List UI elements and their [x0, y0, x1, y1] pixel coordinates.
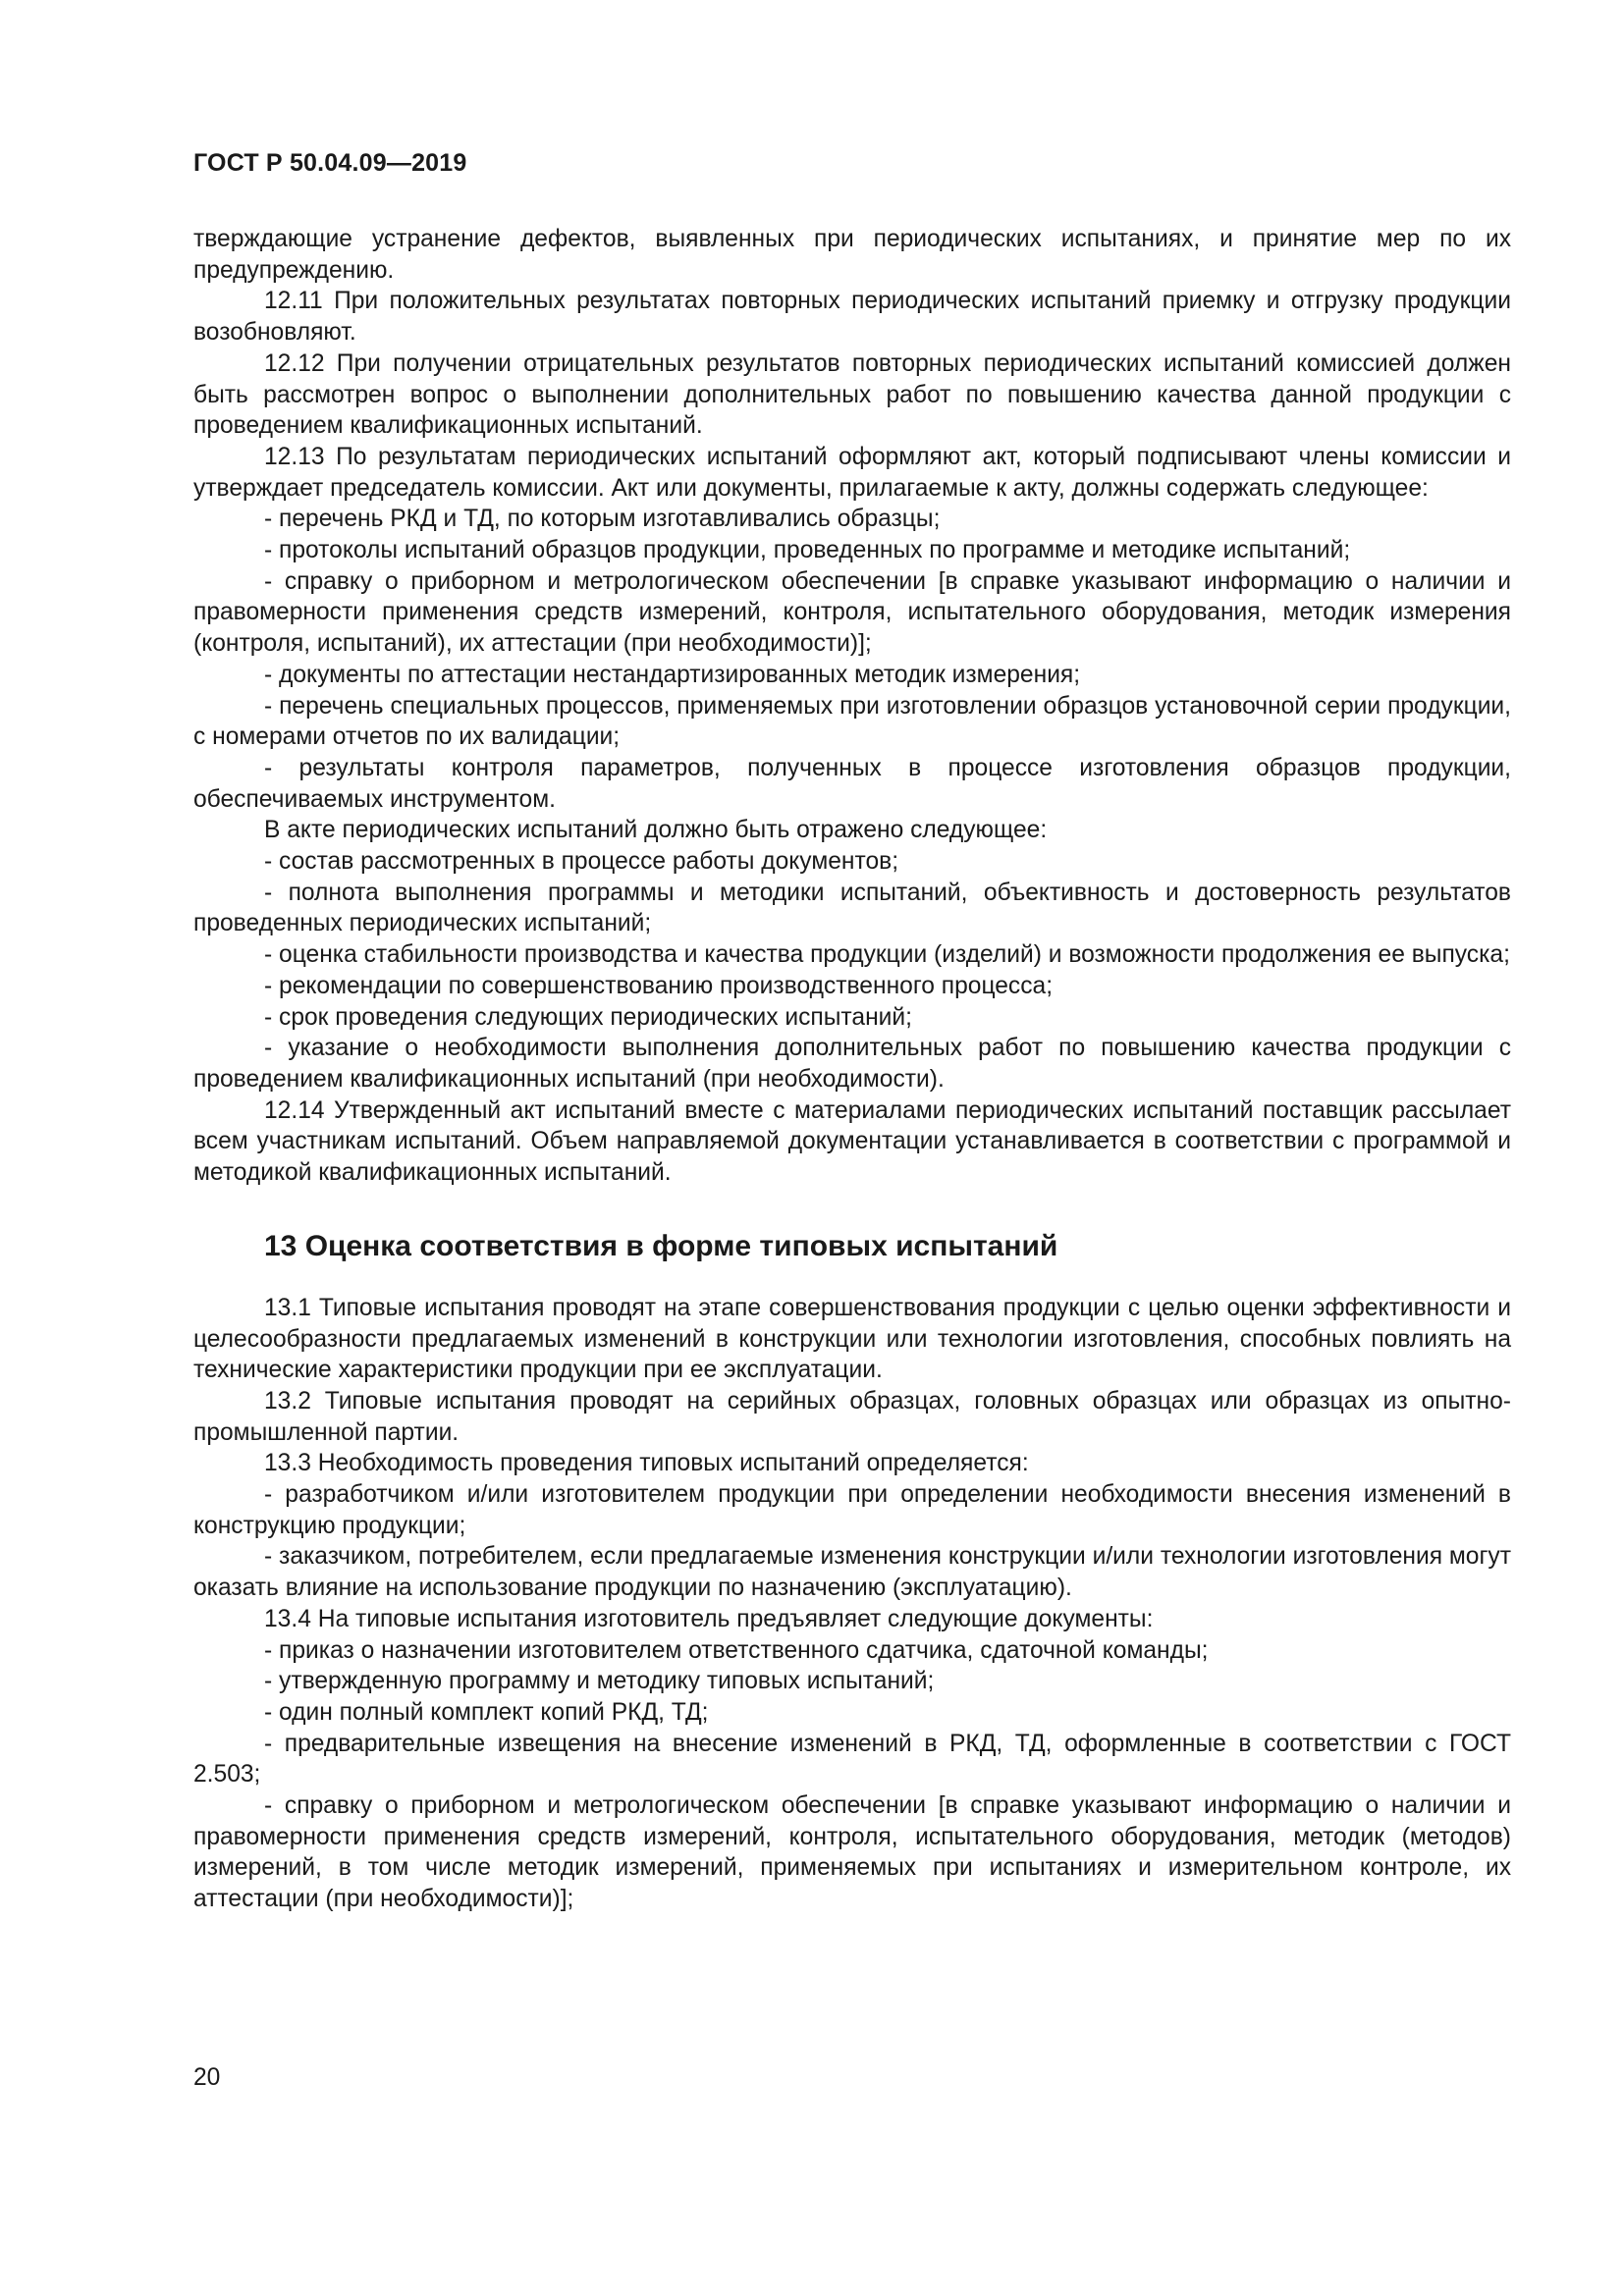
paragraph: - состав рассмотренных в процессе работы документов; — [264, 848, 899, 876]
section-12-continuation — [193, 224, 1511, 1189]
paragraph: 13.2 Типовые испытания проводят на серийных образцах, головных образцах или образцах из опытно-промышленной партии. — [193, 1387, 1511, 1446]
paragraph: 12.11 При положительных результатах повторных периодических испытаний приемку и отгрузку продукции возобновляют. — [193, 288, 1511, 347]
paragraph: - оценка стабильности производства и качества продукции (изделий) и возможности продолжения ее выпуска; — [264, 941, 1510, 969]
section-13-heading: 13 Оценка соответствия в форме типовых испытаний — [264, 1229, 1058, 1262]
paragraph: - предварительные извещения на внесение изменений в РКД, ТД, оформленные в соответствии с ГОСТ 2.503; — [193, 1730, 1511, 1789]
paragraph: - рекомендации по совершенствованию производственного процесса; — [264, 972, 1054, 999]
paragraph: - перечень РКД и ТД, по которым изготавливались образцы; — [264, 506, 941, 533]
paragraph: - справку о приборном и метрологическом обеспечении [в справке указывают информацию о наличии и правомерности применения средств измерений, контроля, испытательного оборудования, методик измерения (контроля, испытаний), их аттестации (при необходимости)]; — [193, 567, 1511, 658]
paragraph: 12.14 Утвержденный акт испытаний вместе с материалами периодических испытаний поставщик рассылает всем участникам испытаний. Объем направляемой документации устанавливается в соответствии с программой и методикой квалификационных испытаний. — [193, 1096, 1511, 1187]
page-number: 20 — [193, 2064, 221, 2091]
paragraph: - утвержденную программу и методику типовых испытаний; — [264, 1668, 935, 1695]
paragraph: 13.4 На типовые испытания изготовитель предъявляет следующие документы: — [264, 1605, 1154, 1632]
paragraph: тверждающие устранение дефектов, выявленных при периодических испытаниях, и принятие мер по их предупреждению. — [193, 226, 1511, 284]
paragraph: 13.3 Необходимость проведения типовых испытаний определяется: — [264, 1450, 1029, 1477]
paragraph: - приказ о назначении изготовителем ответственного сдатчика, сдаточной команды; — [264, 1636, 1209, 1664]
paragraph: - протоколы испытаний образцов продукции, проведенных по программе и методике испытаний; — [264, 537, 1351, 564]
paragraph: В акте периодических испытаний должно быть отражено следующее: — [264, 817, 1048, 844]
paragraph: - перечень специальных процессов, применяемых при изготовлении образцов установочной серии продукции, с номерами отчетов по их валидации; — [193, 692, 1511, 751]
paragraph: - разработчиком и/или изготовителем продукции при определении необходимости внесения изменений в конструкцию продукции; — [193, 1481, 1511, 1539]
paragraph: 12.12 При получении отрицательных результатов повторных периодических испытаний комиссией должен быть рассмотрен вопрос о выполнении дополнительных работ по повышению качества данной продукции с проведением квалификационных испытаний. — [193, 349, 1511, 440]
section-13-body — [193, 1293, 1511, 1915]
paragraph: - заказчиком, потребителем, если предлагаемые изменения конструкции и/или технологии изготовления могут оказать влияние на использование продукции по назначению (эксплуатацию). — [193, 1543, 1511, 1602]
paragraph: 12.13 По результатам периодических испытаний оформляют акт, который подписывают члены комиссии и утверждает председатель комиссии. Акт или документы, прилагаемые к акту, должны содержать следующее: — [193, 443, 1511, 502]
paragraph: - один полный комплект копий РКД, ТД; — [264, 1698, 709, 1726]
paragraph: - полнота выполнения программы и методики испытаний, объективность и достоверность результатов проведенных периодических испытаний; — [193, 879, 1511, 937]
paragraph: - срок проведения следующих периодических испытаний; — [264, 1003, 912, 1031]
document-standard-id: ГОСТ Р 50.04.09—2019 — [193, 149, 467, 177]
paragraph: - результаты контроля параметров, полученных в процессе изготовления образцов продукции, обеспечиваемых инструментом. — [193, 754, 1511, 813]
paragraph: - указание о необходимости выполнения дополнительных работ по повышению качества продукции с проведением квалификационных испытаний (при необходимости). — [193, 1035, 1511, 1093]
paragraph: 13.1 Типовые испытания проводят на этапе совершенствования продукции с целью оценки эффективности и целесообразности предлагаемых изменений в конструкции или технологии изготовления, способных повлиять на технические характеристики продукции при ее эксплуатации. — [193, 1294, 1511, 1384]
paragraph: - документы по аттестации нестандартизированных методик измерения; — [264, 661, 1081, 688]
document-body — [193, 224, 1511, 1915]
paragraph: - справку о приборном и метрологическом обеспечении [в справке указывают информацию о наличии и правомерности применения средств измерений, контроля, испытательного оборудования, методик (методов) измерений, в том числе методик измерений, применяемых при испытаниях и измерительном контроле, их аттестации (при необходимости)]; — [193, 1792, 1511, 1913]
